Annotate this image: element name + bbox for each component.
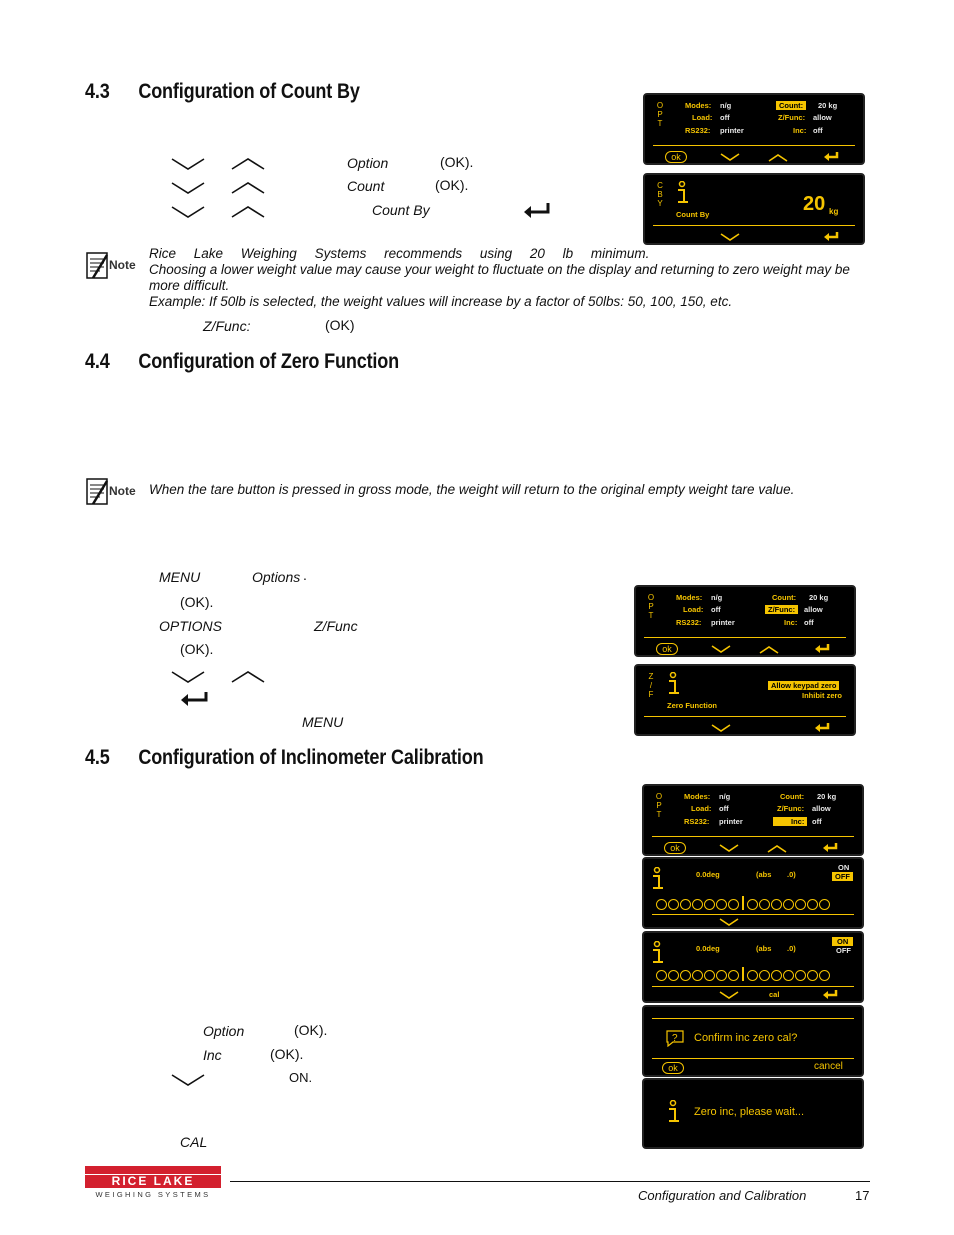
enter-softkey-icon[interactable] xyxy=(822,842,838,853)
step-ok: (OK). xyxy=(435,177,469,193)
info-icon xyxy=(666,1100,682,1124)
options-screen xyxy=(642,784,864,856)
inc-value: off xyxy=(813,126,823,135)
step-ok: (OK). xyxy=(440,154,474,170)
rs232-value: printer xyxy=(719,817,743,826)
ok-softkey[interactable]: ok xyxy=(662,1062,684,1074)
step-on: ON. xyxy=(289,1070,313,1085)
section-4-4-heading xyxy=(85,350,399,374)
down-softkey-icon[interactable] xyxy=(719,844,739,853)
section-4-3-heading xyxy=(85,80,360,104)
section-title: Configuration of Count By xyxy=(138,80,360,103)
enter-softkey-icon[interactable] xyxy=(823,151,839,162)
enter-softkey-icon[interactable] xyxy=(814,643,830,654)
step-inc: Inc xyxy=(203,1047,222,1063)
step-ok: (OK). xyxy=(180,594,214,610)
rs232-value: printer xyxy=(720,126,744,135)
step-zfunc: Z/Func xyxy=(314,618,358,634)
note-icon xyxy=(85,476,141,506)
info-icon xyxy=(666,672,682,696)
level-indicator xyxy=(656,899,830,910)
abs-label: (abs xyxy=(756,870,772,879)
modes-label: Modes: xyxy=(685,101,712,110)
screen-side-label: O P T xyxy=(647,593,655,620)
inc-label: Inc: xyxy=(793,126,807,135)
modes-value: n/g xyxy=(711,593,723,602)
zero-function-label: Zero Function xyxy=(667,701,717,710)
count-by-screen xyxy=(643,173,865,245)
step-count: Count xyxy=(347,178,385,194)
section-title: Configuration of Inclinometer Calibration xyxy=(138,746,484,769)
count-by-value: 20 xyxy=(803,193,826,215)
step-option: Option xyxy=(347,155,389,171)
note-text-2: When the tare button is pressed in gross mode, the weight will return to the original empty weight tare value. xyxy=(149,482,795,497)
cal-softkey[interactable]: cal xyxy=(769,990,780,999)
count-value: 20 kg xyxy=(818,101,838,110)
count-value: 20 kg xyxy=(817,792,837,801)
off-option[interactable]: OFF xyxy=(832,872,853,881)
step-zfunc: Z/Func: xyxy=(203,318,251,334)
enter-softkey-icon[interactable] xyxy=(822,989,838,1000)
screen-side-label: O P T xyxy=(656,101,664,128)
footer-section-title: Configuration and Calibration xyxy=(638,1188,807,1203)
screen-side-label: C B Y xyxy=(657,181,663,208)
down-softkey-icon[interactable] xyxy=(711,645,731,654)
down-softkey-icon[interactable] xyxy=(719,918,739,927)
step-menu: MENU xyxy=(302,714,344,730)
ok-softkey[interactable]: ok xyxy=(664,842,686,854)
down-softkey-icon[interactable] xyxy=(711,724,731,733)
zfunc-label: Z/Func: xyxy=(777,804,805,813)
step-ok: (OK). xyxy=(180,641,214,657)
load-value: off xyxy=(711,605,721,614)
count-by-unit: kg xyxy=(829,207,839,216)
load-label: Load: xyxy=(692,113,713,122)
inclination-value: 0.0deg xyxy=(696,944,720,953)
modes-value: n/g xyxy=(720,101,732,110)
confirm-message: Confirm inc zero cal? xyxy=(694,1032,798,1044)
note-icon xyxy=(85,250,141,280)
zfunc-label[interactable]: Z/Func: xyxy=(765,605,798,614)
rs232-label: RS232: xyxy=(684,817,710,826)
up-softkey-icon[interactable] xyxy=(767,844,787,853)
footer-rule xyxy=(230,1181,870,1182)
rice-lake-logo: RICE LAKE WEIGHING SYSTEMS xyxy=(85,1166,221,1200)
level-indicator xyxy=(656,970,830,981)
ok-softkey[interactable]: ok xyxy=(656,643,678,655)
step-cal: CAL xyxy=(180,1134,208,1150)
arrow-keys-icon xyxy=(170,668,270,708)
info-icon xyxy=(675,181,691,205)
wait-message: Zero inc, please wait... xyxy=(694,1106,805,1118)
count-label: Count: xyxy=(772,593,797,602)
step-option: Option xyxy=(203,1023,245,1039)
step-options: Options xyxy=(252,569,301,585)
inc-label: Inc: xyxy=(784,618,798,627)
wait-screen xyxy=(642,1078,864,1149)
confirm-dialog-screen xyxy=(642,1005,864,1077)
options-screen xyxy=(643,93,865,165)
abs-value: .0) xyxy=(787,944,796,953)
up-softkey-icon[interactable] xyxy=(768,153,788,162)
inc-value: off xyxy=(804,618,814,627)
modes-value: n/g xyxy=(719,792,731,801)
section-number: 4.5 xyxy=(85,746,110,769)
count-label[interactable]: Count: xyxy=(776,101,806,110)
section-4-5-heading xyxy=(85,746,483,770)
question-icon xyxy=(664,1029,686,1047)
svg-text:Note: Note xyxy=(109,484,136,498)
step-count-by: Count By xyxy=(372,202,430,218)
down-softkey-icon[interactable] xyxy=(719,991,739,1000)
step-options-caps: OPTIONS xyxy=(159,618,223,634)
zero-function-screen xyxy=(634,664,856,736)
inc-label[interactable]: Inc: xyxy=(773,817,807,826)
options-screen xyxy=(634,585,856,657)
zfunc-value: allow xyxy=(812,804,831,813)
svg-text:?: ? xyxy=(672,1033,678,1044)
page-number: 17 xyxy=(855,1188,870,1203)
zfunc-value: allow xyxy=(804,605,823,614)
down-softkey-icon[interactable] xyxy=(720,153,740,162)
enter-softkey-icon[interactable] xyxy=(814,722,830,733)
step-ok: (OK) xyxy=(325,317,355,333)
section-title: Configuration of Zero Function xyxy=(138,350,400,373)
rs232-label: RS232: xyxy=(676,618,702,627)
zfunc-value: allow xyxy=(813,113,832,122)
load-value: off xyxy=(719,804,729,813)
down-softkey-icon[interactable] xyxy=(720,233,740,242)
info-icon xyxy=(650,867,666,891)
count-value: 20 kg xyxy=(809,593,829,602)
section-number: 4.3 xyxy=(85,80,110,103)
up-softkey-icon[interactable] xyxy=(759,645,779,654)
abs-label: (abs xyxy=(756,944,772,953)
arrow-keys-icon xyxy=(170,155,270,220)
abs-value: .0) xyxy=(787,870,796,879)
down-arrow-icon xyxy=(170,1071,210,1089)
count-label: Count: xyxy=(780,792,805,801)
inclinometer-screen xyxy=(642,857,864,929)
note-text-1: Rice Lake Weighing Systems recommends using 20 lb minimum. Choosing a lower weight value may cause your weight to fluctuate on the display and returning to zero weight may be more difficult. Example: If 50lb is selected, the weight values will increase by a factor of 50lbs: 50, 100, 150, etc. xyxy=(149,246,850,309)
screen-side-label: O P T xyxy=(655,792,663,819)
allow-keypad-zero-option[interactable]: Allow keypad zero xyxy=(768,681,839,690)
step-menu: MENU xyxy=(159,569,201,585)
info-icon xyxy=(650,941,666,965)
rs232-label: RS232: xyxy=(685,126,711,135)
cancel-softkey[interactable]: cancel xyxy=(814,1061,843,1072)
on-option[interactable]: ON xyxy=(832,937,853,946)
screen-side-label: Z / F xyxy=(648,672,654,699)
count-by-label: Count By xyxy=(676,210,710,219)
on-option[interactable]: ON xyxy=(838,863,850,872)
section-number: 4.4 xyxy=(85,350,110,373)
enter-softkey-icon[interactable] xyxy=(823,231,839,242)
inhibit-zero-option[interactable]: Inhibit zero xyxy=(802,691,842,700)
off-option[interactable]: OFF xyxy=(836,946,851,955)
load-label: Load: xyxy=(691,804,712,813)
rs232-value: printer xyxy=(711,618,735,627)
inclination-value: 0.0deg xyxy=(696,870,720,879)
inc-value: off xyxy=(812,817,822,826)
svg-text:Note: Note xyxy=(109,258,136,272)
ok-softkey[interactable]: ok xyxy=(665,151,687,163)
inclinometer-screen xyxy=(642,931,864,1003)
step-ok: (OK). xyxy=(294,1022,328,1038)
zfunc-label: Z/Func: xyxy=(778,113,806,122)
load-label: Load: xyxy=(683,605,704,614)
load-value: off xyxy=(720,113,730,122)
step-ok: (OK). xyxy=(270,1046,304,1062)
modes-label: Modes: xyxy=(676,593,703,602)
modes-label: Modes: xyxy=(684,792,711,801)
enter-icon xyxy=(522,201,552,219)
